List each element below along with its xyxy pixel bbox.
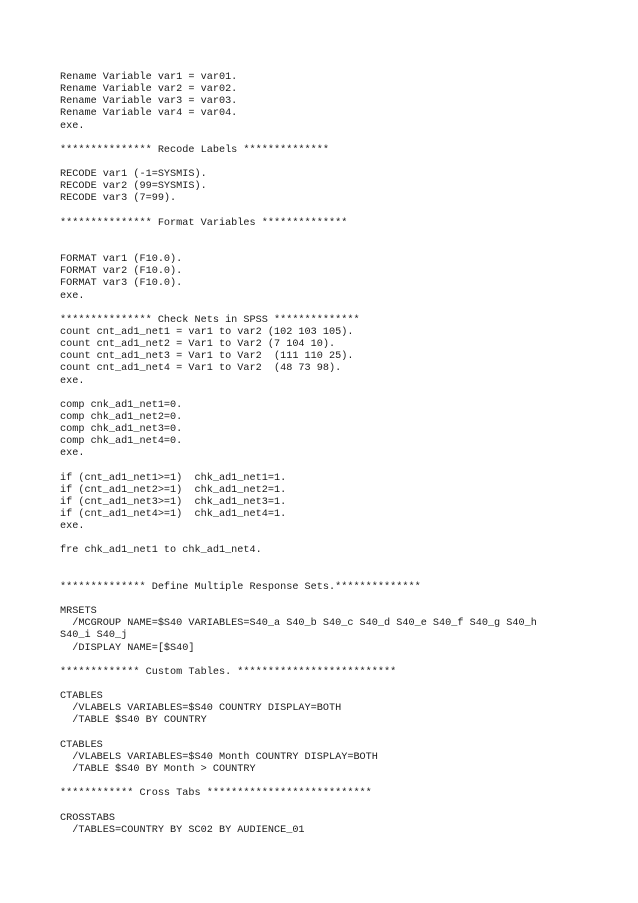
blank-line (60, 570, 620, 582)
syntax-line: comp chk_ad1_net2=0. (60, 411, 183, 423)
syntax-line: count cnt_ad1_net4 = Var1 to Var2 (48 73 98). (60, 363, 342, 375)
syntax-line: if (cnt_ad1_net1>=1) chk_ad1_net1=1. (60, 472, 287, 484)
syntax-line: Rename Variable var1 = var01. (60, 72, 238, 83)
syntax-line: RECODE var3 (7=99). (60, 193, 177, 205)
syntax-line: comp chk_ad1_net3=0. (60, 424, 183, 436)
syntax-line: comp cnk_ad1_net1=0. (60, 399, 183, 411)
syntax-line: /TABLE $S40 BY COUNTRY (60, 715, 207, 727)
syntax-line: exe. (60, 448, 85, 460)
syntax-line: fre chk_ad1_net1 to chk_ad1_net4. (60, 545, 262, 557)
syntax-line: MRSETS (60, 606, 97, 618)
syntax-line: *************** Format Variables ************** (60, 217, 348, 229)
syntax-line: ************* Custom Tables. ************************** (60, 666, 397, 678)
syntax-line: FORMAT var3 (F10.0). (60, 278, 183, 290)
blank-line (60, 558, 620, 570)
syntax-line: S40_i S40_j (60, 630, 128, 642)
blank-line (60, 157, 620, 169)
syntax-line: /MCGROUP NAME=$S40 VARIABLES=S40_a S40_b S40_c S40_d S40_e S40_f S40_g S40_h (60, 618, 537, 630)
blank-line (60, 230, 620, 242)
blank-line (60, 800, 620, 812)
syntax-line: exe. (60, 290, 85, 302)
syntax-line: if (cnt_ad1_net2>=1) chk_ad1_net2=1. (60, 484, 287, 496)
syntax-line: FORMAT var2 (F10.0). (60, 266, 183, 278)
syntax-line: Rename Variable var4 = var04. (60, 108, 238, 120)
syntax-line: count cnt_ad1_net1 = var1 to var2 (102 103 105). (60, 326, 354, 338)
syntax-line: /VLABELS VARIABLES=$S40 COUNTRY DISPLAY=BOTH (60, 703, 342, 715)
blank-line (60, 388, 620, 400)
syntax-line: RECODE var2 (99=SYSMIS). (60, 181, 207, 193)
syntax-line: /TABLES=COUNTRY BY SC02 BY AUDIENCE_01 (60, 824, 305, 836)
syntax-line: exe. (60, 521, 85, 533)
syntax-line: comp chk_ad1_net4=0. (60, 436, 183, 448)
syntax-line: count cnt_ad1_net3 = Var1 to Var2 (111 110 25). (60, 351, 354, 363)
syntax-line: Rename Variable var3 = var03. (60, 96, 238, 108)
syntax-line: ************** Define Multiple Response Sets.************** (60, 581, 421, 593)
syntax-line: exe. (60, 375, 85, 387)
syntax-line: if (cnt_ad1_net4>=1) chk_ad1_net4=1. (60, 509, 287, 521)
blank-line (60, 776, 620, 788)
blank-line (60, 594, 620, 606)
syntax-line: RECODE var1 (-1=SYSMIS). (60, 169, 207, 181)
syntax-line: count cnt_ad1_net2 = Var1 to Var2 (7 104 10). (60, 339, 336, 351)
syntax-line: *************** Recode Labels ************** (60, 144, 329, 156)
blank-line (60, 133, 620, 145)
syntax-line: ************ Cross Tabs *************************** (60, 788, 372, 800)
syntax-line: exe. (60, 120, 85, 132)
blank-line (60, 679, 620, 691)
syntax-line: CROSSTABS (60, 812, 116, 824)
blank-line (60, 206, 620, 218)
blank-line (60, 655, 620, 667)
blank-line (60, 533, 620, 545)
syntax-line: Rename Variable var2 = var02. (60, 84, 238, 96)
syntax-line: CTABLES (60, 691, 103, 703)
spss-syntax-block (60, 72, 620, 837)
blank-line (60, 728, 620, 740)
syntax-line: FORMAT var1 (F10.0). (60, 254, 183, 266)
syntax-line: *************** Check Nets in SPSS ************** (60, 314, 360, 326)
syntax-line: /VLABELS VARIABLES=$S40 Month COUNTRY DISPLAY=BOTH (60, 751, 378, 763)
syntax-line: /TABLE $S40 BY Month > COUNTRY (60, 764, 256, 776)
blank-line (60, 461, 620, 473)
blank-line (60, 303, 620, 315)
syntax-line: if (cnt_ad1_net3>=1) chk_ad1_net3=1. (60, 496, 287, 508)
blank-line (60, 242, 620, 254)
syntax-line: CTABLES (60, 739, 103, 751)
syntax-line: /DISPLAY NAME=[$S40] (60, 642, 195, 654)
